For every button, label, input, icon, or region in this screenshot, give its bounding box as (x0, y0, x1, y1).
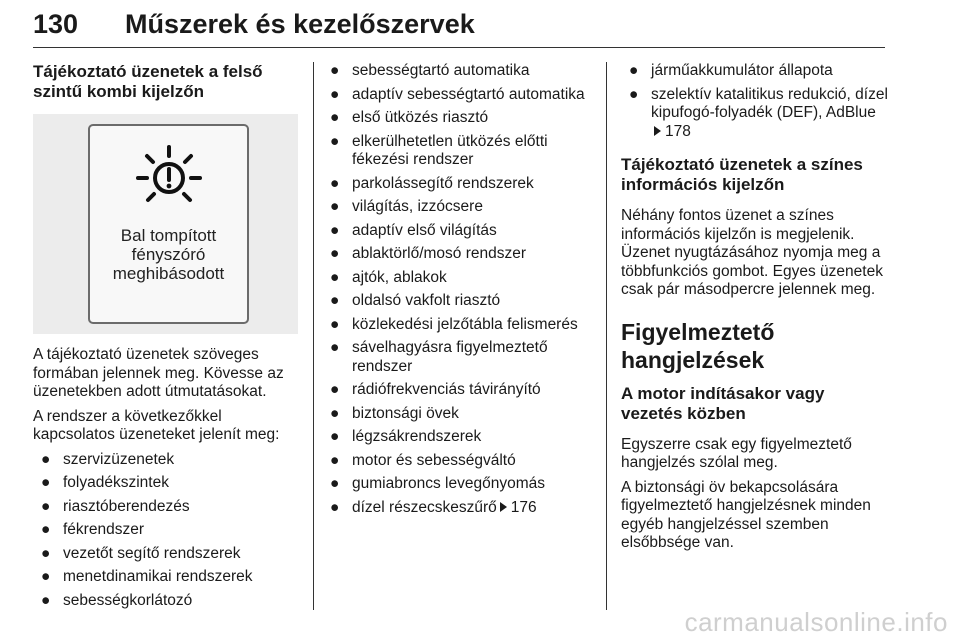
list-item: ● légzsákrendszerek (330, 428, 482, 445)
list-item: ● adaptív első világítás (330, 221, 497, 239)
list-item: ● parkolássegítő rendszerek (330, 174, 534, 192)
bulb-warning-icon (135, 144, 203, 212)
column-divider-2 (606, 62, 607, 610)
column-divider-1 (313, 62, 314, 610)
paragraph-systems: A rendszer a következőkkel kapcsolatos üzeneteket jelenít meg: (33, 407, 280, 443)
paragraph-seatbelt-priority: A biztonsági öv bekapcsolására figyelmeztető hangjelzésnek minden egyéb hangjelzéssel szemben elsőbbsége van. (621, 478, 871, 551)
page-header (33, 9, 885, 49)
section-heading-warning-chimes: Figyelmeztető hangjelzések (621, 318, 775, 373)
section-heading-kombi: Tájékoztató üzenetek a felső szintű kombi kijelzőn (33, 62, 263, 101)
list-item: ● dízel részecskeszűrő 176 (330, 498, 537, 516)
list-item: ● első ütközés riasztó (330, 109, 489, 126)
list-item: ● szelektív katalitikus redukció, dízel kipufogó-folyadék (DEF), AdBlue178 (629, 85, 888, 140)
instrument-display (88, 124, 249, 324)
display-line-3: meghibásodott (112, 264, 225, 283)
list-item: ● menetdinamikai rendszerek (41, 568, 253, 585)
page-reference[interactable]: 178 (665, 122, 691, 140)
chapter-title: Műszerek és kezelőszervek (125, 9, 475, 39)
message-list-2 (322, 62, 602, 517)
section-heading-color-display: Tájékoztató üzenetek a színes információs kijelzőn (621, 155, 863, 194)
page-reference-icon[interactable] (500, 502, 507, 512)
paragraph-color-display: Néhány fontos üzenet a színes információs kijelzőn is megjelenik. Üzenet nyugtázásához nyomja meg a többfunkciós gombot. Egyes üzenetek csak pár másodpercre jelennek meg. (621, 207, 883, 298)
list-item: ● vezetőt segítő rendszerek (41, 544, 241, 562)
subheading-engine-start: A motor indításakor vagy vezetés közben (621, 383, 825, 423)
list-item: ● fékrendszer (41, 521, 144, 538)
list-item: ● szervizüzenetek (41, 450, 175, 468)
display-line-1: Bal tompított (120, 226, 217, 245)
display-illustration (33, 114, 298, 334)
display-line-2: fényszóró (131, 245, 206, 264)
watermark: carmanualsonline.info (684, 607, 948, 637)
list-item: ● járműakkumulátor állapota (629, 62, 833, 79)
list-item: ● sávelhagyásra figyelmeztető rendszer (330, 339, 548, 375)
list-item: ● ajtók, ablakok (330, 268, 447, 286)
list-item: ● sebességtartó automatika (330, 62, 530, 79)
page-reference[interactable]: 176 (510, 498, 537, 516)
list-item: ● sebességkorlátozó (41, 591, 193, 609)
column-2 (322, 62, 602, 525)
paragraph-one-chime: Egyszerre csak egy figyelmeztető hangjelzés szólal meg. (621, 435, 852, 471)
list-item: ● adaptív sebességtartó automatika (330, 85, 585, 103)
list-item: ● biztonsági övek (330, 404, 459, 422)
list-item: ● világítás, izzócsere (330, 198, 483, 215)
column-1 (33, 62, 298, 618)
list-item: ● motor és sebességváltó (330, 451, 516, 469)
list-item: ● gumiabroncs levegőnyomás (330, 475, 545, 492)
header-divider (33, 47, 885, 48)
message-list-3 (621, 62, 889, 141)
page-reference-icon[interactable] (654, 126, 661, 136)
column-3 (621, 62, 889, 559)
list-item: ● rádiófrekvenciás távirányító (330, 381, 541, 398)
message-list-1 (33, 451, 298, 611)
list-item: ● oldalsó vakfolt riasztó (330, 292, 501, 309)
list-item: ● ablaktörlő/mosó rendszer (330, 245, 527, 262)
page-number: 130 (33, 9, 79, 39)
list-item: ● közlekedési jelzőtábla felismerés (330, 315, 578, 333)
list-item: ● riasztóberendezés (41, 497, 190, 515)
paragraph-intro: A tájékoztató üzenetek szöveges formában jelennek meg. Kövesse az üzenetekben adott útmutatásokat. (33, 346, 284, 400)
list-item: ● elkerülhetetlen ütközés előtti fékezési rendszer (330, 132, 548, 168)
list-item: ● folyadékszintek (41, 474, 169, 491)
display-message (90, 226, 247, 283)
